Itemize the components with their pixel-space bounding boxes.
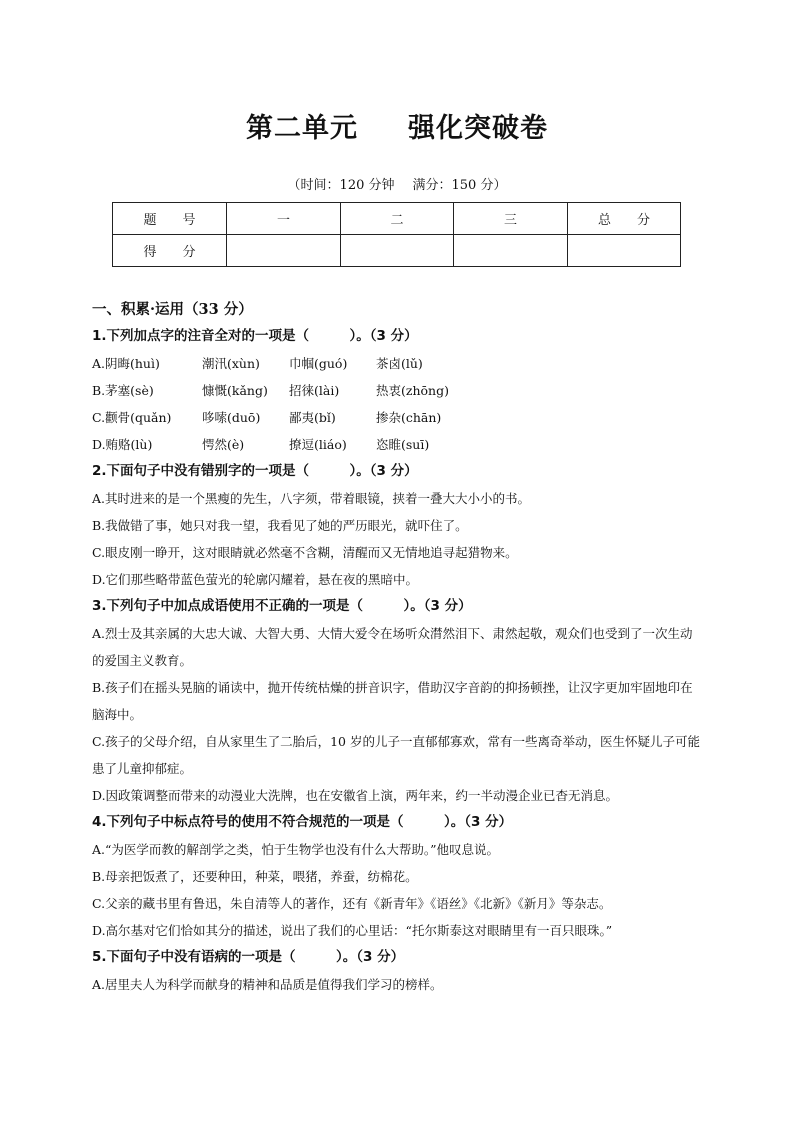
option-row [92,377,704,404]
question-stem: 4.下列句子中标点符号的使用不符合规范的一项是（ ）。（3 分） [92,814,513,830]
time-limit: （时间：120 分钟 [287,178,395,193]
option-row [92,431,704,458]
score-table-header-row [113,203,681,235]
score-cell: 总 分 [568,203,681,235]
option-item: 恣睢(suī) [376,437,430,452]
option-item: C.孩子的父母介绍，自从家里生了二胎后，10 岁的儿子一直郁郁寡欢，常有一些离奇举动，医生怀疑儿子可能患了儿童抑郁症。 [92,734,700,776]
option-item: A.烈士及其亲属的大忠大诚、大智大勇、大情大爱令在场听众潸然泪下、肃然起敬，观众们也受到了一次生动的爱国主义教育。 [92,626,693,668]
question-stem: 5.下面句子中没有语病的一项是（ ）。（3 分） [92,949,405,965]
exam-meta [0,174,794,193]
option-item: 哆嗦(duō) [202,410,261,425]
option-item: B.母亲把饭煮了，还要种田，种菜，喂猪，养蚕，纺棉花。 [92,869,418,884]
option-item: A.居里夫人为科学而献身的精神和品质是值得我们学习的榜样。 [92,977,443,992]
option-row [92,404,704,431]
score-entry-cell[interactable] [568,235,681,267]
option-item: A.阴晦(huì) [92,356,160,371]
score-cell: 得 分 [113,235,227,267]
question-stem: 1.下列加点字的注音全对的一项是（ ）。（3 分） [92,328,418,344]
option-item: B.孩子们在摇头晃脑的诵读中，抛开传统枯燥的拼音识字，借助汉字音韵的抑扬顿挫，让汉字更加牢固地印在脑海中。 [92,680,693,722]
option-item: 愕然(è) [202,437,245,452]
full-score: 满分：150 分） [412,178,507,193]
score-cell: 三 [454,203,568,235]
option-item: 掺杂(chān) [376,410,442,425]
option-item: 茶卤(lǔ) [376,356,423,371]
question-stem: 3.下列句子中加点成语使用不正确的一项是（ ）。（3 分） [92,598,472,614]
option-item: 潮汛(xùn) [202,356,260,371]
score-cell: 一 [227,203,341,235]
option-item: C.父亲的藏书里有鲁迅，朱自清等人的著作，还有《新青年》《语丝》《北新》《新月》等杂志。 [92,896,612,911]
option-item: B.茅塞(sè) [92,383,154,398]
option-item: C.颧骨(quǎn) [92,410,172,425]
score-entry-cell[interactable] [341,235,454,267]
option-item: 招徕(lài) [289,383,340,398]
score-entry-cell[interactable] [227,235,341,267]
option-row [92,350,704,377]
option-item: D.高尔基对它们恰如其分的描述，说出了我们的心里话：“托尔斯泰这对眼睛里有一百只眼珠。” [92,923,613,938]
question-stem: 2.下面句子中没有错别字的一项是（ ）。（3 分） [92,463,418,479]
score-table-score-row [113,235,681,267]
option-item: D.因政策调整而带来的动漫业大洗牌，也在安徽省上演，两年来，约一半动漫企业已杳无消息。 [92,788,619,803]
option-item: A.其时进来的是一个黑瘦的先生，八字须，带着眼镜，挟着一叠大大小小的书。 [92,491,531,506]
section-heading: 一、积累·运用（33 分） [92,301,253,318]
page-title [0,106,794,145]
score-cell: 二 [341,203,454,235]
option-item: 鄙夷(bǐ) [289,410,336,425]
option-item: D.贿赂(lù) [92,437,153,452]
score-table [112,202,681,267]
option-item: A.“为医学而教的解剖学之类，怕于生物学也没有什么大帮助。”他叹息说。 [92,842,500,857]
exam-content [92,296,704,998]
score-entry-cell[interactable] [454,235,568,267]
option-item: 热衷(zhōng) [376,383,449,398]
option-item: 慷慨(kǎng) [202,383,268,398]
option-item: C.眼皮刚一睁开，这对眼睛就必然毫不含糊，清醒而又无情地追寻起猎物来。 [92,545,518,560]
title-name: 强化突破卷 [408,113,548,144]
option-item: D.它们那些略带蓝色萤光的轮廓闪耀着，悬在夜的黑暗中。 [92,572,419,587]
option-item: 撩逗(liáo) [289,437,347,452]
option-item: 巾帼(guó) [289,356,348,371]
score-cell: 题 号 [113,203,227,235]
option-item: B.我做错了事，她只对我一望，我看见了她的严历眼光，就吓住了。 [92,518,468,533]
title-unit: 第二单元 [246,113,358,144]
